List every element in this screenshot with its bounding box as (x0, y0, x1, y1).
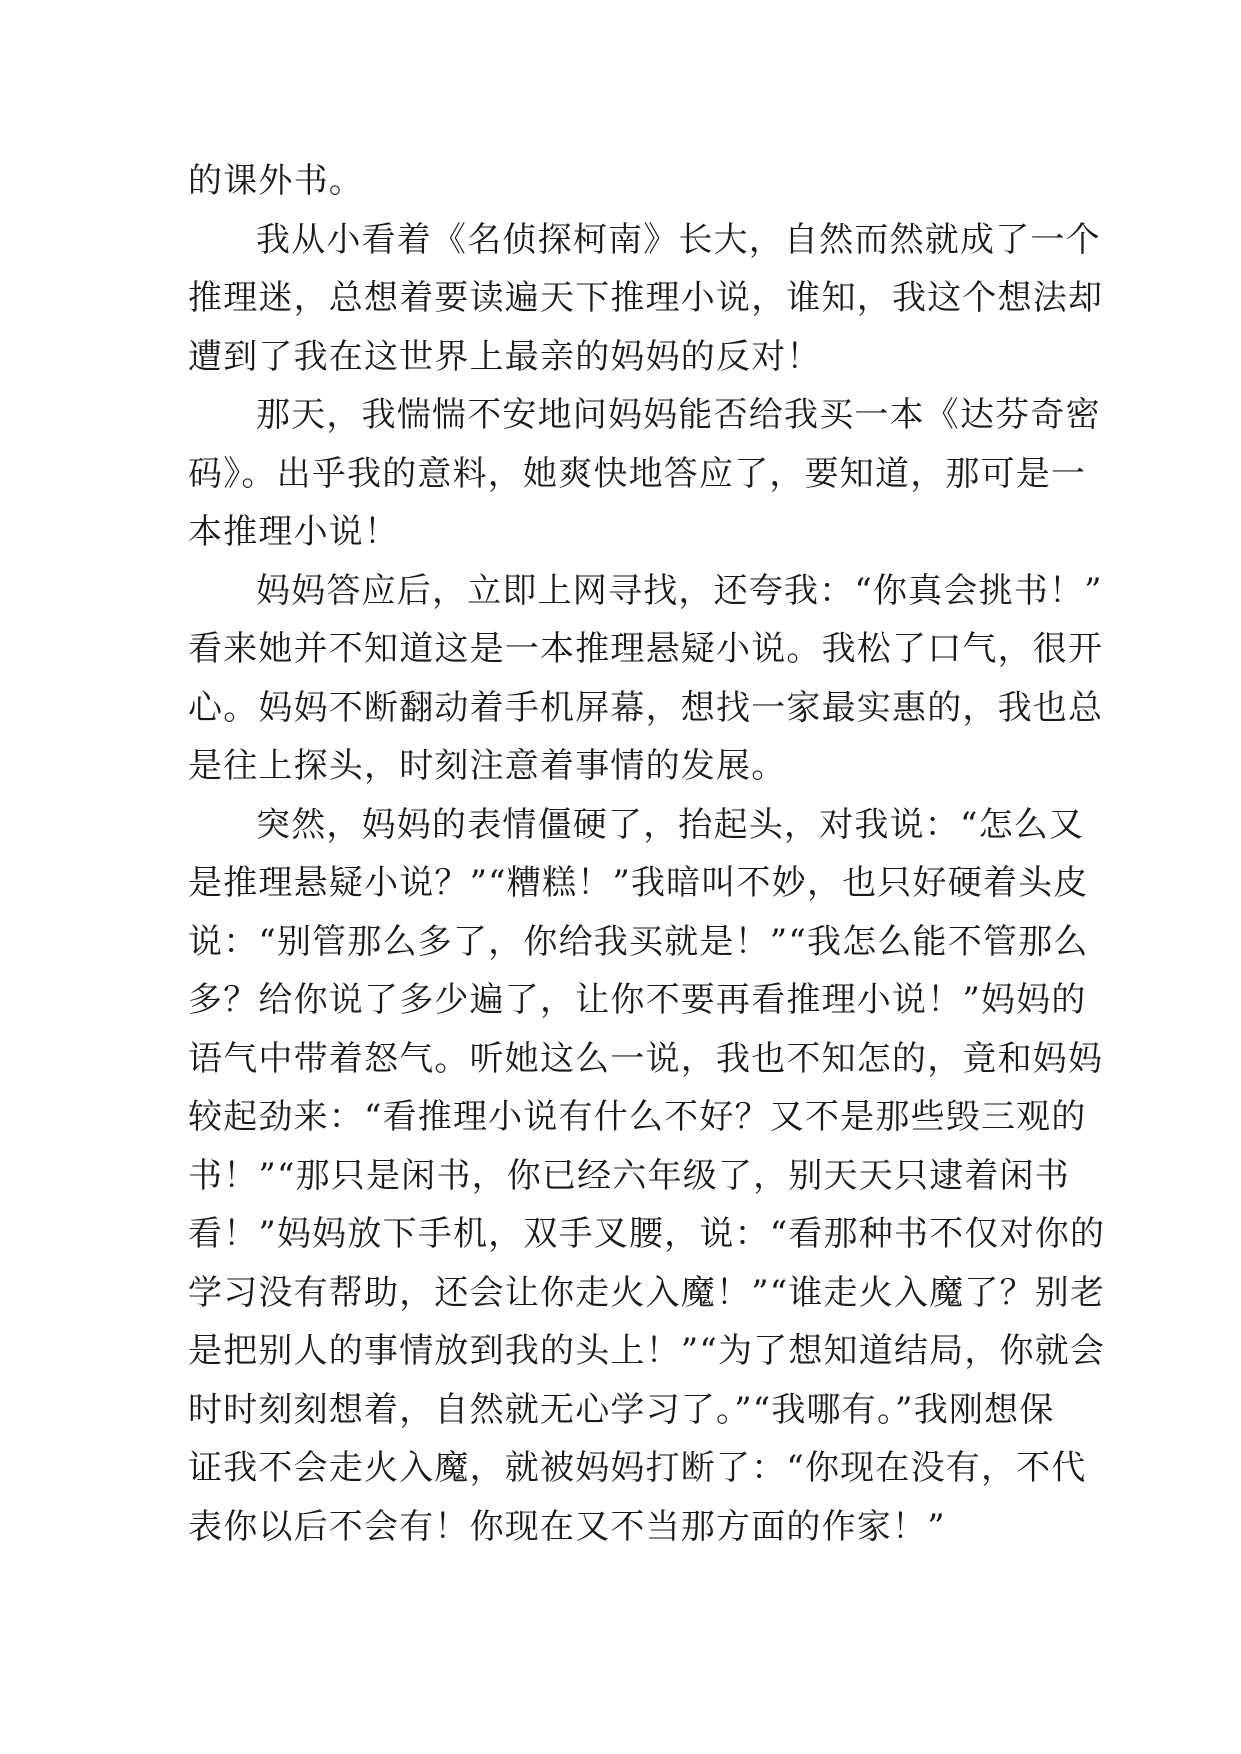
text-line: 码》。出乎我的意料，她爽快地答应了，要知道，那可是一 (188, 453, 1087, 494)
text-line: 表你以后不会有！你现在又不当那方面的作家！” (188, 1506, 946, 1547)
text-line: 是推理悬疑小说？”“糟糕！”我暗叫不妙，也只好硬着头皮 (188, 863, 1089, 903)
text-line: 妈妈答应后，立即上网寻找，还夸我：“你真会挑书！” (256, 570, 1103, 611)
text-line: 证我不会走火入魔，就被妈妈打断了：“你现在没有，不代 (188, 1448, 1087, 1488)
body-text (188, 152, 1106, 1556)
text-line: 多？给你说了多少遍了，让你不要再看推理小说！”妈妈的 (188, 980, 1087, 1020)
text-line: 说：“别管那么多了，你给我买就是！”“我怎么能不管那么 (188, 921, 1089, 962)
text-line: 语气中带着怒气。听她这么一说，我也不知怎的，竟和妈妈 (188, 1038, 1104, 1079)
text-line: 推理迷，总想着要读遍天下推理小说，谁知，我这个想法却 (188, 278, 1104, 318)
text-line: 心。妈妈不断翻动着手机屏幕，想找一家最实惠的，我也总 (188, 687, 1104, 728)
text-line: 看来她并不知道这是一本推理悬疑小说。我松了口气，很开 (188, 629, 1104, 669)
text-line: 书！”“那只是闲书，你已经六年级了，别天天只逮着闲书 (188, 1155, 1070, 1196)
text-line: 本推理小说！ (188, 512, 400, 552)
text-line: 看！”妈妈放下手机，双手叉腰，说：“看那种书不仅对你的 (188, 1214, 1106, 1254)
text-line: 的课外书。 (188, 161, 364, 201)
text-line: 是往上探头，时刻注意着事情的发展。 (188, 746, 787, 786)
text-line: 那天，我惴惴不安地问妈妈能否给我买一本《达芬奇密 (256, 395, 1101, 435)
text-line: 学习没有帮助，还会让你走火入魔！”“谁走火入魔了？别老 (188, 1272, 1106, 1313)
text-line: 较起劲来：“看推理小说有什么不好？又不是那些毁三观的 (188, 1097, 1087, 1137)
text-line: 时时刻刻想着，自然就无心学习了。”“我哪有。”我刚想保 (188, 1389, 1055, 1430)
text-line: 是把别人的事情放到我的头上！”“为了想知道结局，你就会 (188, 1331, 1106, 1371)
text-line: 突然，妈妈的表情僵硬了，抬起头，对我说：“怎么又 (256, 804, 1085, 845)
text-line: 我从小看着《名侦探柯南》长大，自然而然就成了一个 (256, 219, 1101, 260)
text-line: 遭到了我在这世界上最亲的妈妈的反对！ (188, 336, 822, 377)
